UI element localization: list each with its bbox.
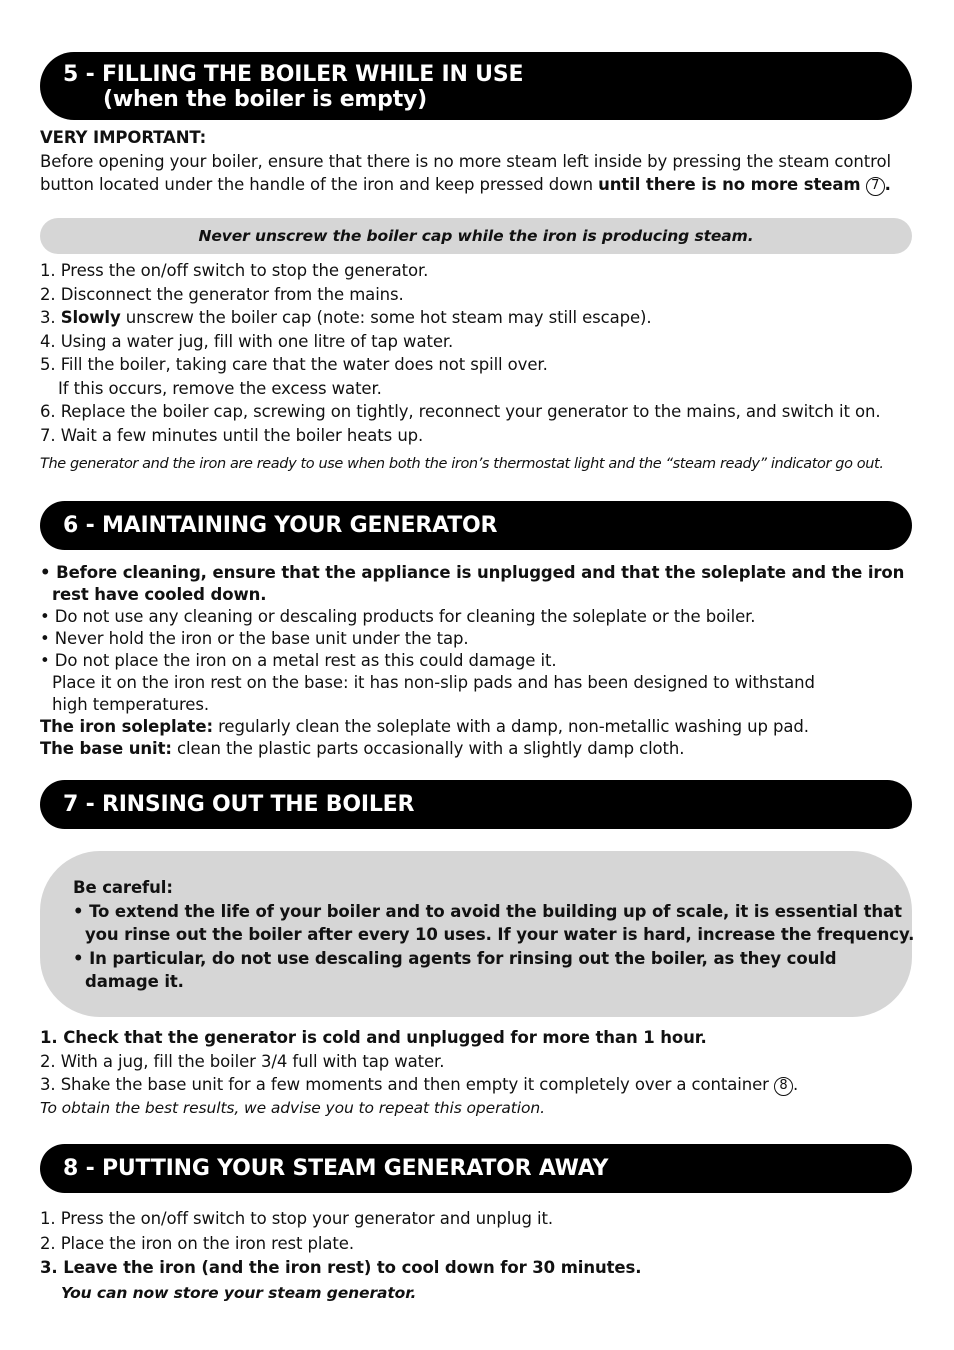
section-6-title: 6 - MAINTAINING YOUR GENERATOR [63,513,498,538]
rinse-step-3: 3. Shake the base unit for a few moments and then empty it completely over a container 8 . [40,1075,799,1094]
section-5-title: 5 - FILLING THE BOILER WHILE IN USE [63,62,524,87]
section-7-header [40,780,912,829]
storage-step-1: 1. Press the on/off switch to stop your generator and unplug it. [40,1209,554,1228]
rinse-step-1: 1. Check that the generator is cold and unplugged for more than 1 hour. [40,1028,707,1047]
caution-bullet-1: • To extend the life of your boiler and to avoid the building up of scale, it is essential that [73,901,902,921]
bullet-4-continued-1: Place it on the iron rest on the base: it has non-slip pads and has been designed to withstand [52,673,815,692]
storage-step-3: 3. Leave the iron (and the iron rest) to cool down for 30 minutes. [40,1258,642,1277]
section-5-header [40,52,912,120]
storage-final-note: You can now store your steam generator. [61,1283,417,1302]
section-8-title: 8 - PUTTING YOUR STEAM GENERATOR AWAY [63,1156,609,1181]
bullet-1-continued: rest have cooled down. [52,585,267,604]
caution-box [40,851,915,1017]
storage-step-2: 2. Place the iron on the iron rest plate. [40,1233,354,1253]
step-5: 5. Fill the boiler, taking care that the water does not spill over. [40,355,548,374]
warning-note: Never unscrew the boiler cap while the iron is producing steam. [40,218,912,254]
figure-ref-8: 8 [774,1077,793,1096]
bullet-3: • Never hold the iron or the base unit under the tap. [40,629,469,648]
step-4: 4. Using a water jug, fill with one litre of tap water. [40,331,454,351]
intro-line-1: Before opening your boiler, ensure that there is no more steam left inside by pressing the steam control [40,151,891,171]
bullet-1: • Before cleaning, ensure that the appliance is unplugged and that the soleplate and the iron [40,563,905,582]
caution-bullet-2: • In particular, do not use descaling agents for rinsing out the boiler, as they could [73,948,837,968]
bullet-2: • Do not use any cleaning or descaling products for cleaning the soleplate or the boiler. [40,607,756,626]
base-unit-paragraph: The base unit: clean the plastic parts occasionally with a slightly damp cloth. [40,739,685,758]
caution-title: Be careful: [73,878,173,897]
step-1: 1. Press the on/off switch to stop the generator. [40,261,429,280]
very-important-label: VERY IMPORTANT: [40,128,207,147]
section-8-steps [40,1207,912,1305]
section-6-body [40,562,912,760]
section-8-header [40,1144,912,1193]
section-7-title: 7 - RINSING OUT THE BOILER [63,792,415,817]
step-7: 7. Wait a few minutes until the boiler heats up. [40,425,424,445]
ready-footnote: The generator and the iron are ready to use when both the iron’s thermostat light and the “steam ready” indicator go out. [40,456,884,472]
step-3: 3. Slowly unscrew the boiler cap (note: some hot steam may still escape). [40,308,652,327]
step-6: 6. Replace the boiler cap, screwing on tightly, reconnect your generator to the mains, and switch it on. [40,402,881,421]
step-2: 2. Disconnect the generator from the mains. [40,284,404,304]
intro-line-2: button located under the handle of the iron and keep pressed down until there is no more steam 7 . [40,175,891,194]
caution-bullet-1-continued: you rinse out the boiler after every 10 uses. If your water is hard, increase the frequency. [85,925,915,944]
rinse-tip: To obtain the best results, we advise you to repeat this operation. [40,1098,545,1117]
section-5-subtitle: (when the boiler is empty) [103,87,428,112]
bullet-4-continued-2: high temperatures. [52,695,209,714]
section-5-steps [40,259,912,477]
figure-ref-7: 7 [866,177,885,196]
soleplate-paragraph: The iron soleplate: regularly clean the soleplate with a damp, non-metallic washing up pad. [40,717,809,736]
section-7-steps [40,1026,912,1120]
step-5-continued: If this occurs, remove the excess water. [58,378,382,398]
caution-bullet-2-continued: damage it. [85,972,184,991]
section-6-header [40,501,912,550]
bullet-4: • Do not place the iron on a metal rest as this could damage it. [40,651,557,670]
section-5-intro [40,126,912,197]
rinse-step-2: 2. With a jug, fill the boiler 3/4 full with tap water. [40,1051,445,1071]
